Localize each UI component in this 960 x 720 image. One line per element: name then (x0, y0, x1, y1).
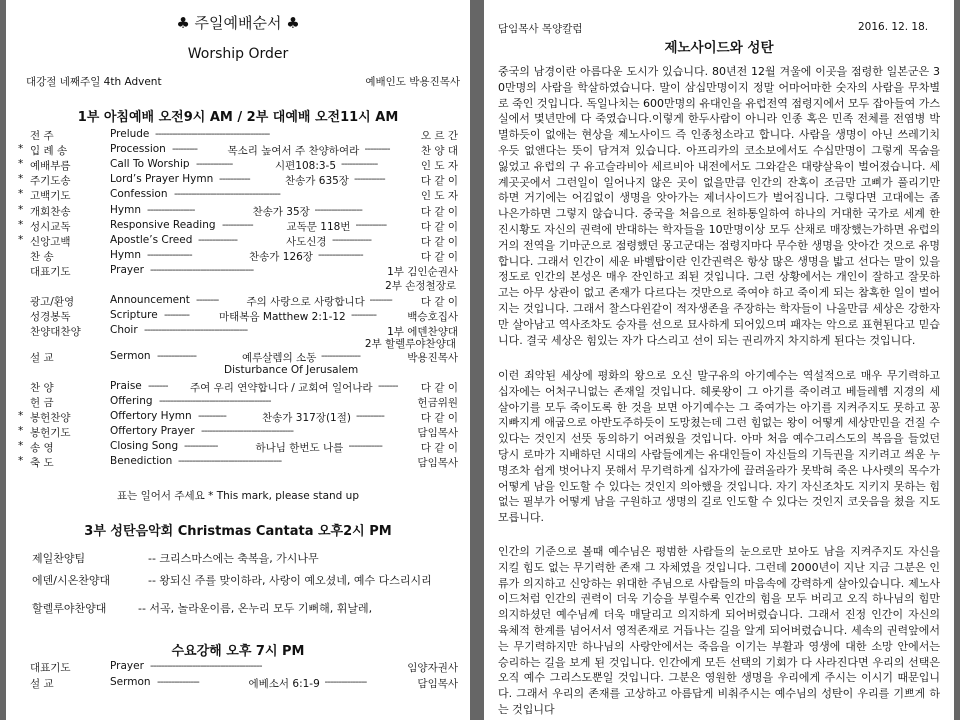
leader-dashes: ----------------------------------------- (155, 128, 270, 140)
order-person: 백승호집사 (407, 311, 458, 323)
order-role: 개회찬송 (30, 206, 71, 218)
prayer-second-service: 2부 손정철장로 (385, 280, 456, 292)
column-paragraph: 인간의 기준으로 볼때 예수님은 평범한 사람들의 눈으로만 보아도 남을 지켜주지도 자신을 지킬 힘도 없는 무기력한 존재 그 자체였을 것입니다. 그런데 2000년이 지난 지금 그분은 인류가 의지하고 신앙하는 위대한 주님으로 사람들의 마음속에 강력하게 살아있습니다. 제노사이드처럼 인간의 권력이 더욱 기승을 부릴수록 인간의 힘을 모두 버리고 오직 하나님의 힘만 의지하셨던 예수님께 더욱 매달리고 의지하게 되어버렸습니다. 그래서 진정 인간이 자신의 육체적 한계를 넘어서서 영적존재로 거듭나는 길을 알게 되어버렸습니다. 세속의 권력앞에서는 무기력하지만 하나님의 사랑안에서는 죽음을 이기는 부활과 영생에 대한 소망 안에서는 승리하는 길을 보게 된 것입니다. 인간에게 모든 선택의 기회가 다 사라진다면 우리의 선택은 오직 예수 그리스도뿐일 것입니다. 그분은 영원한 생명을 우리에게 주시는 이시기 때문입니다. 그래서 우리의 존재를 고상하고 아름답게 비춰주시는 예수님의 성탄이 우리를 기쁘게 하는 것입니다 (498, 545, 940, 716)
order-row (18, 455, 458, 469)
order-content: 찬송가 35장 (252, 206, 310, 218)
leader-dashes: ---------- (356, 410, 384, 422)
order-english: Offertory Hymn (110, 410, 192, 422)
order-role: 성시교독 (30, 221, 71, 233)
order-english: Responsive Reading (110, 219, 216, 231)
order-content: 마태복음 Matthew 2:1-12 (219, 311, 346, 323)
order-english: Offertory Prayer (110, 425, 195, 437)
leader-dashes: -------------- (198, 234, 238, 246)
order-row (18, 676, 458, 690)
order-role: 설 교 (30, 678, 54, 690)
order-row (18, 188, 458, 202)
order-role: 고백기도 (30, 190, 71, 202)
order-role: 입 례 송 (30, 145, 68, 157)
order-role: 설 교 (30, 352, 54, 364)
order-person: 헌금위원 (417, 397, 458, 409)
order-row (18, 234, 458, 248)
leader-dashes: ------------- (196, 158, 233, 170)
sermon-english-title: Disturbance Of Jerusalem (224, 364, 359, 376)
column-paragraph: 중국의 남경이란 아름다운 도시가 있습니다. 80년전 12월 겨울에 이곳을 점령한 일본군은 30만명의 사람을 학살하였습니다. 말이 삼십만명이지 정말 어마어마한 숫자의 사람을 무차별로 죽인 것입니다. 독일나치는 600만명의 유대인을 유럽전역 점령지에서 모두 잡아들여 가스실에서 몇년만에 다 죽였습니다.이렇게 한두사람이 아니라 인종 혹은 민족 전체를 전염병 박멸하듯이 없애는 현상을 제노사이드 즉 인종청소라고 합니다. 사람을 생명이 아닌 쓰레기치우듯 없앤다는 뜻이 담겨져 있습니다. 아프리카의 코소보에서도 수십만명이 그렇게 목숨을 잃었고 유럽의 구 유고슬라비아 세르비아 내전에서도 그와같은 대량살육이 벌어졌습니다. 세계곳곳에서 그런일이 일어나지 않은 곳이 없을만큼 인간의 잔혹이 조금만 고삐가 풀리기만 하면 거기에는 어김없이 생명을 앗아가는 제너사이드가 벌어집니다. 그렇다면 고대에는 좀 나은가하면 그렇지 않습니다. 중국을 처음으로 천하통일하여 하나의 거대한 국가로 세계 한 진시황도 자신의 권력에 반대하는 학자들을 10만명이상 모두 산채로 매장했는가하면 유럽의 거의 전역을 기마군으로 점령했던 몽고군대는 점령지마다 무수한 생명을 앗아간 것으로 유명합니다. 그래서 인간이 세운 바벨탑이란 인간권력은 항상 많은 생명을 밟고 선다는 말이 있을 정도로 인간의 본성은 매우 잔인하고 죄된 것입니다. 그런 상황에서는 개인이 잘하고 잘못하고는 아무 상관이 없고 존재가 다르다는 것만으로 죽여야 하고 죽이게 되는 참혹한 일이 벌어지는 것입니다. 그래서 찰스다윈같이 적자생존을 주장하는 학자들이 나올만큼 세상은 강한자만 살아남고 역사조차도 승자를 선으로 묘사하게 되어있으며 패자는 악으로 표현된다고 믿습니다. 결국 세상은 힘있는 자가 다스리고 선이 되는 권리까지 차지하게 된다는 것입니다. (498, 65, 940, 347)
order-english: Hymn (110, 249, 141, 261)
order-english: Choir (110, 324, 138, 336)
column-date: 2016. 12. 18. (858, 21, 929, 33)
order-person: 다 같 이 (420, 296, 458, 308)
column-paragraph: 이런 죄악된 세상에 평화의 왕으로 오신 말구유의 아기예수는 역설적으로 매우 무기력하고 십자에는 어처구니없는 존재일 것입니다. 헤롯왕이 그 아기를 죽이려고 베들레헴 지경의 세살아기를 모두 죽이도록 한 것을 보면 아기예수는 그 죽여가는 아기를 지켜주지도 못하고 꽁지빠지게 애굽으로 아반도주하듯이 도망쳤는데 그런 힘없는 왕이 어떻게 세상만민을 건질 수 있다는 것인지 선뜻 동의하기 어려웠을 것입니다. 아마 처음 예수그리스도의 복음을 들었던 당시 로마가 지배하던 시대의 사람들에게는 유대인들이 자신들의 기득권을 지키려고 씌운 누명조차 쉽게 벗어나지 못해서 무기력하게 십자가에 끌려올라가 못박혀 죽은 나사렛의 목수가 어떻게 남을 인도할 수 있다는 것인지 의아했을 것입니다. 자기 자신조차도 지키지 못하는 힘없는 필부가 어떻게 남을 구원하고 생명의 길로 인도할 수 있다는 것인지 코웃음을 쳤을 지도 모릅니다. (498, 369, 940, 525)
order-person: 찬 양 대 (420, 145, 458, 157)
leader-dashes: ----------------- (147, 204, 195, 216)
order-person: 다 같 이 (420, 221, 458, 233)
order-role: 대표기도 (30, 266, 71, 278)
order-role: 주기도송 (30, 175, 71, 187)
leader-dashes: --------- (164, 309, 190, 321)
order-role: 신앙고백 (30, 236, 71, 248)
order-content: 주여 우리 연약합니다 / 교회여 일어나라 (190, 382, 373, 394)
order-row (18, 410, 458, 424)
order-english: Sermon (110, 676, 151, 688)
order-row (18, 173, 458, 187)
service1-heading: 1부 아침예배 오전9시 AM / 2부 대예배 오전11시 AM (77, 110, 399, 125)
bulletin-title: ♣ 주일예배순서 ♣ (176, 14, 300, 32)
order-person: 다 같 이 (420, 251, 458, 263)
order-english: Prelude (110, 128, 150, 140)
bulletin-order-page (6, 0, 470, 720)
order-english: Prayer (110, 660, 144, 672)
leader-dashes: ------------ (184, 440, 218, 452)
leader-dashes: ------------------------------------- (144, 324, 248, 336)
order-english: Sermon (110, 350, 151, 362)
leader-dashes: --------- (351, 309, 377, 321)
order-role: 예배부름 (30, 160, 71, 172)
leader-dashes: ---------------------------------------- (159, 395, 271, 407)
order-english: Closing Song (110, 440, 179, 452)
leader-dashes: ------- (148, 380, 168, 392)
order-person: 임양자권사 (407, 662, 458, 674)
order-content: 에베소서 6:1-9 (248, 678, 320, 690)
order-row (18, 219, 458, 233)
order-person: 다 같 이 (420, 442, 458, 454)
order-role: 대표기도 (30, 662, 71, 674)
order-row (18, 395, 458, 409)
stand-marker: * (18, 158, 24, 170)
order-role: 송 영 (30, 442, 54, 454)
cantata-group: 에덴/시온찬양대 (32, 574, 111, 587)
order-content: 찬송가 317장(1절) (262, 412, 351, 424)
order-content: 교독문 118번 (286, 221, 351, 233)
order-row (18, 128, 458, 142)
order-role: 봉헌찬양 (30, 412, 71, 424)
cantata-group: 할렐루야찬양대 (32, 602, 107, 615)
stand-marker: * (18, 143, 24, 155)
stand-marker: * (18, 410, 24, 422)
cantata-item (32, 550, 319, 566)
leader-dashes: --------------- (324, 676, 367, 688)
order-person: 다 같 이 (420, 382, 458, 394)
leader-dashes: -------------- (157, 350, 197, 362)
cantata-heading: 3부 성탄음악회 Christmas Cantata 오후2시 PM (84, 524, 392, 539)
order-english: Call To Worship (110, 158, 190, 170)
order-english: Lord’s Prayer Hymn (110, 173, 214, 185)
leader-dashes: ----------- (219, 173, 250, 185)
order-english: Hymn (110, 204, 141, 216)
order-content: 사도신경 (286, 236, 327, 248)
order-role: 헌 금 (30, 397, 54, 409)
cantata-songs: -- 크리스마스에는 축복을, 가시나무 (148, 552, 319, 565)
order-role: 광고/환영 (30, 296, 75, 308)
order-row (18, 143, 458, 157)
order-english: Scripture (110, 309, 158, 321)
order-person: 다 같 이 (420, 412, 458, 424)
cantata-songs: -- 왕되신 주를 맞이하라, 사랑이 예오셨네, 예수 다스리시리 (148, 574, 432, 587)
order-content: 목소리 높여서 주 찬양하여라 (227, 145, 360, 157)
order-person: 1부 에덴찬양대 (387, 326, 458, 338)
order-role: 봉헌기도 (30, 427, 71, 439)
leader-dashes: -------------- (332, 234, 372, 246)
wednesday-heading: 수요강해 오후 7시 PM (171, 644, 305, 659)
order-person: 다 같 이 (420, 175, 458, 187)
stand-marker: * (18, 188, 24, 200)
order-content: 주의 사랑으로 사랑합니다 (246, 296, 365, 308)
order-row (18, 350, 458, 364)
leader-dashes: ---------------- (318, 249, 363, 261)
column-title: 제노사이드와 성탄 (664, 40, 774, 56)
order-content: 하나님 한번도 나를 (255, 442, 344, 454)
leader-dashes: ------------- (341, 158, 378, 170)
leader-dashes: -------- (196, 294, 219, 306)
order-role: 축 도 (30, 457, 54, 469)
cantata-item (32, 600, 373, 616)
order-person: 1부 김인순권사 (387, 266, 458, 278)
cantata-group: 제일찬양팀 (32, 552, 86, 565)
stand-marker: * (18, 425, 24, 437)
order-row (18, 440, 458, 454)
pastor-column-page (484, 0, 954, 720)
leader-dashes: --------------------------------- (201, 425, 294, 437)
order-content: 예루살렘의 소동 (242, 352, 317, 364)
season-label: 대강절 네째주일 4th Advent (26, 76, 162, 88)
leader-dashes: --------------- (157, 676, 199, 688)
leader-dashes: ----------- (222, 219, 253, 231)
stand-note: 표는 일어서 주세요 * This mark, please stand up (116, 490, 360, 502)
order-role: 찬양대찬양 (30, 326, 81, 338)
stand-marker: * (18, 219, 24, 231)
order-content: 시편108:3-5 (275, 160, 337, 172)
leader-dashes: ------- (378, 380, 398, 392)
order-row (18, 425, 458, 439)
order-person: 인 도 자 (420, 160, 458, 172)
order-english: Prayer (110, 264, 144, 276)
order-row (18, 249, 458, 263)
bulletin-english-title: Worship Order (187, 46, 289, 62)
worship-leader: 예배인도 박용진목사 (365, 76, 460, 88)
order-role: 성경봉독 (30, 311, 71, 323)
leader-dashes: ---------------------------------------- (150, 660, 262, 672)
stand-marker: * (18, 204, 24, 216)
order-row (18, 660, 458, 674)
order-content: 찬송가 126장 (249, 251, 313, 263)
leader-dashes: ------------------------------------- (150, 264, 254, 276)
cantata-item (32, 572, 432, 588)
order-role: 찬 양 (30, 382, 54, 394)
order-person: 다 같 이 (420, 236, 458, 248)
order-row (18, 380, 458, 394)
stand-marker: * (18, 440, 24, 452)
column-label: 담임목사 목양칼럼 (498, 23, 583, 35)
leader-dashes: -------------- (321, 350, 361, 362)
order-content: 찬송가 635장 (285, 175, 349, 187)
leader-dashes: --------- (172, 143, 198, 155)
stand-marker: * (18, 173, 24, 185)
order-person: 담임목사 (417, 427, 458, 439)
cantata-songs: -- 서곡, 놀라운이름, 온누리 모두 기뻐해, 휘날레, (138, 602, 373, 615)
leader-dashes: --------- (364, 143, 390, 155)
leader-dashes: -------- (369, 294, 392, 306)
order-row (18, 264, 458, 278)
order-row (18, 204, 458, 218)
leader-dashes: ------------ (348, 440, 382, 452)
leader-dashes: ---------- (198, 410, 226, 422)
order-person: 인 도 자 (420, 190, 458, 202)
stand-marker: * (18, 455, 24, 467)
order-row (18, 294, 458, 308)
order-english: Announcement (110, 294, 190, 306)
order-role: 전 주 (30, 130, 54, 142)
leader-dashes: ----------- (355, 219, 387, 231)
order-role: 찬 송 (30, 251, 54, 263)
order-english: Benediction (110, 455, 173, 467)
order-english: Praise (110, 380, 142, 392)
leader-dashes: ----------------- (314, 204, 362, 216)
leader-dashes: -------------------------------------- (174, 188, 280, 200)
order-english: Offering (110, 395, 153, 407)
order-person: 오 르 간 (420, 130, 458, 142)
order-english: Apostle’s Creed (110, 234, 193, 246)
order-english: Procession (110, 143, 166, 155)
order-person: 담임목사 (417, 678, 458, 690)
order-row (18, 309, 458, 323)
order-person: 담임목사 (417, 457, 458, 469)
order-english: Confession (110, 188, 168, 200)
leader-dashes: ----------- (354, 173, 385, 185)
leader-dashes: ------------------------------------- (178, 455, 282, 467)
choir-second-service: 2부 할렐루야찬양대 (364, 338, 456, 350)
stand-marker: * (18, 234, 24, 246)
order-row (18, 158, 458, 172)
order-person: 다 같 이 (420, 206, 458, 218)
leader-dashes: ---------------- (147, 249, 192, 261)
order-person: 박용진목사 (407, 352, 458, 364)
